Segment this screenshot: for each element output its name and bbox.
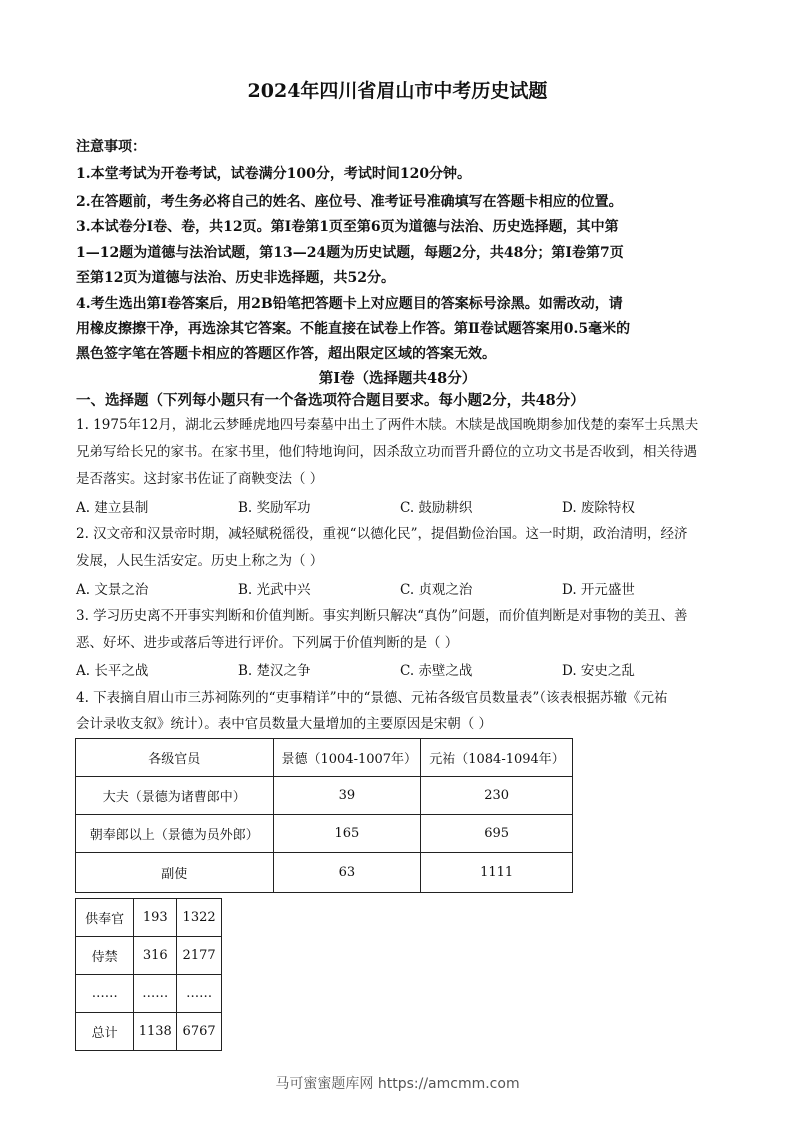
question-2-line: 2. 汉文帝和汉景帝时期，减轻赋税徭役，重视“以德化民”，提倡勤俭治国。这一时期，政治清明，经济 xyxy=(76,526,688,542)
notice-line: 至第12页为道德与法治、历史非选择题，共52分。 xyxy=(76,270,395,286)
notice-line: 黑色签字笔在答题卡相应的答题区作答，超出限定区域的答案无效。 xyxy=(76,346,496,362)
table-header-cell: 元祐（1084-1094年） xyxy=(421,739,573,777)
question-3-line: 恶、好坏、进步或落后等进行评价。下列属于价值判断的是（ ） xyxy=(76,635,459,651)
notice-line: 2.在答题前，考生务必将自己的姓名、座位号、准考证号准确填写在答题卡相应的位置。 xyxy=(76,194,623,210)
table-row xyxy=(76,815,573,853)
notice-line: 3.本试卷分I卷、卷，共12页。第I卷第1页至第6页为道德与法治、历史选择题，其中第 xyxy=(76,219,619,235)
table-row xyxy=(76,975,222,1013)
table-cell: 总计 xyxy=(76,1013,134,1051)
table-cell: 2177 xyxy=(177,937,222,975)
table-cell: 1138 xyxy=(134,1013,177,1051)
question-3-option-d[interactable]: D. 安史之乱 xyxy=(562,663,635,679)
question-1-line: 兄弟写给长兄的家书。在家书里，他们特地询问，因杀敌立功而晋升爵位的立功文书是否收到，相关待遇 xyxy=(76,444,697,460)
notice-line: 1—12题为道德与法治试题，第13—24题为历史试题，每题2分，共48分；第I卷第7页 xyxy=(76,245,624,261)
question-2-option-b[interactable]: B. 光武中兴 xyxy=(238,582,311,598)
table-cell: 165 xyxy=(273,815,421,853)
question-1-option-d[interactable]: D. 废除特权 xyxy=(562,500,635,516)
table-cell: 大夫（景德为诸曹郎中） xyxy=(76,777,274,815)
table-row xyxy=(76,1013,222,1051)
table-cell: 6767 xyxy=(177,1013,222,1051)
table-cell: 39 xyxy=(273,777,421,815)
table-cell: …… xyxy=(134,975,177,1013)
question-1-option-a[interactable]: A. 建立县制 xyxy=(76,500,149,516)
table-row xyxy=(76,777,573,815)
question-1-option-c[interactable]: C. 鼓励耕织 xyxy=(400,500,473,516)
question-3-line: 3. 学习历史离不开事实判断和价值判断。事实判断只解决“真伪”问题，而价值判断是对事物的美丑、善 xyxy=(76,608,688,624)
question-1-option-b[interactable]: B. 奖励军功 xyxy=(238,500,311,516)
table-cell: 侍禁 xyxy=(76,937,134,975)
table-cell: 695 xyxy=(421,815,573,853)
table-cell: 供奉官 xyxy=(76,899,134,937)
part1-title: 第I卷（选择题共48分） xyxy=(318,370,477,387)
notice-line: 4.考生选出第I卷答案后，用2B铅笔把答题卡上对应题目的答案标号涂黑。如需改动，请 xyxy=(76,296,623,312)
table-cell: …… xyxy=(177,975,222,1013)
notice-line: 用橡皮擦擦干净，再选涂其它答案。不能直接在试卷上作答。第Ⅱ卷试题答案用0.5毫米的 xyxy=(76,321,631,337)
table-cell: 1322 xyxy=(177,899,222,937)
officials-table xyxy=(75,738,573,893)
question-1-line: 是否落实。这封家书佐证了商鞅变法（ ） xyxy=(76,471,324,487)
page-title: 2024年四川省眉山市中考历史试题 xyxy=(247,80,548,102)
question-2-option-d[interactable]: D. 开元盛世 xyxy=(562,582,635,598)
site-watermark-footer[interactable]: 马可蜜蜜题库网 https://amcmm.com xyxy=(275,1076,520,1092)
question-3-option-b[interactable]: B. 楚汉之争 xyxy=(238,663,311,679)
table-cell: 316 xyxy=(134,937,177,975)
table-cell: 63 xyxy=(273,853,421,893)
question-4-line: 4. 下表摘自眉山市三苏祠陈列的“吏事精详”中的“景德、元祐各级官员数量表”（该表根据苏辙《元祐 xyxy=(76,690,668,706)
notice-line: 1.本堂考试为开卷考试，试卷满分100分，考试时间120分钟。 xyxy=(76,166,472,182)
table-cell: 副使 xyxy=(76,853,274,893)
question-2-line: 发展，人民生活安定。历史上称之为（ ） xyxy=(76,553,324,569)
question-3-option-a[interactable]: A. 长平之战 xyxy=(76,663,149,679)
notice-heading: 注意事项： xyxy=(76,139,146,155)
table-cell: 193 xyxy=(134,899,177,937)
table-cell: 朝奉郎以上（景德为员外郎） xyxy=(76,815,274,853)
table-row xyxy=(76,899,222,937)
officials-table-continued xyxy=(75,898,222,1051)
table-cell: 230 xyxy=(421,777,573,815)
table-cell: …… xyxy=(76,975,134,1013)
table-cell: 1111 xyxy=(421,853,573,893)
table-row xyxy=(76,937,222,975)
table-header-cell: 各级官员 xyxy=(76,739,274,777)
question-2-option-c[interactable]: C. 贞观之治 xyxy=(400,582,473,598)
table-row xyxy=(76,853,573,893)
question-1-line: 1. 1975年12月，湖北云梦睡虎地四号秦墓中出土了两件木牍。木牍是战国晚期参加伐楚的秦军士兵黑夫 xyxy=(76,417,699,433)
question-2-option-a[interactable]: A. 文景之治 xyxy=(76,582,149,598)
question-3-option-c[interactable]: C. 赤壁之战 xyxy=(400,663,473,679)
question-4-line: 会计录收支叙》统计）。表中官员数量大量增加的主要原因是宋朝（ ） xyxy=(76,716,493,732)
section1-title: 一、选择题（下列每小题只有一个备选项符合题目要求。每小题2分，共48分） xyxy=(76,392,585,409)
table-header-row xyxy=(76,739,573,777)
table-header-cell: 景德（1004-1007年） xyxy=(273,739,421,777)
